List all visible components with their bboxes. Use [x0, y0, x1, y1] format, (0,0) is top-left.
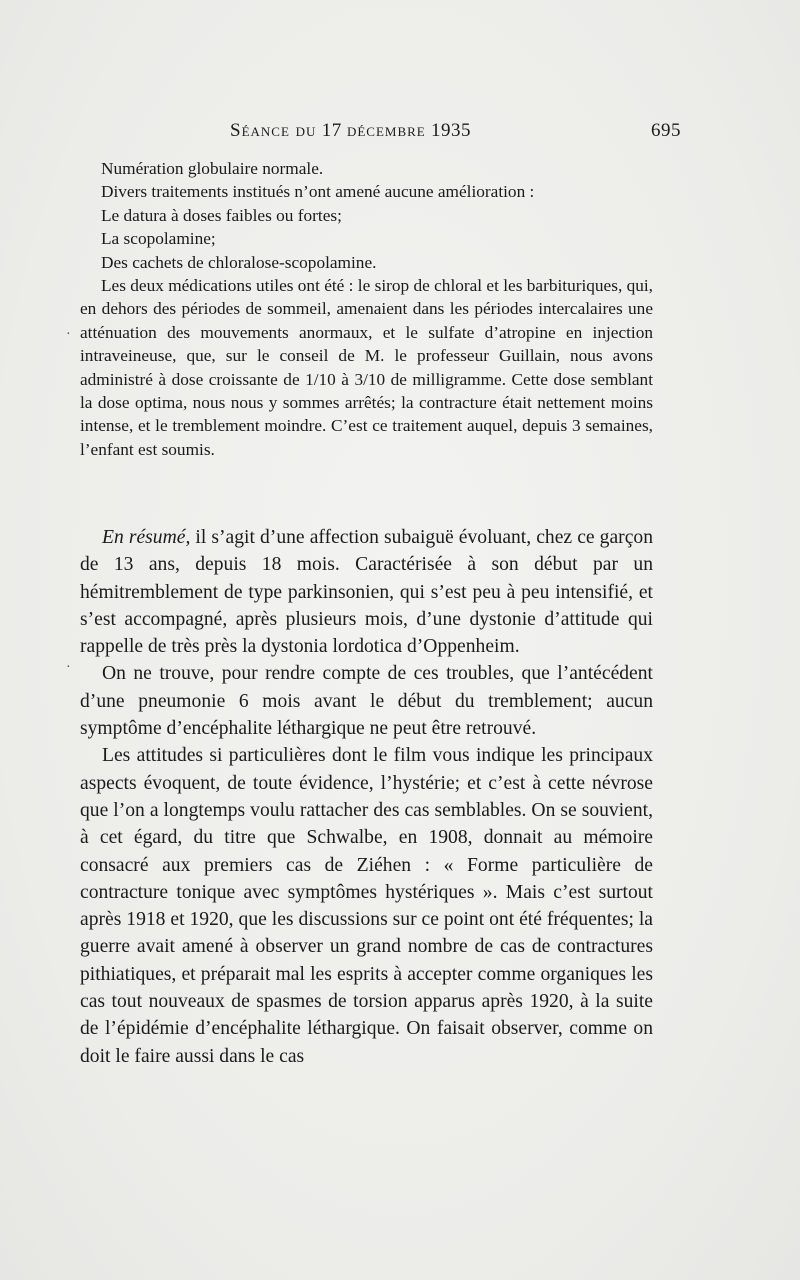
summary-paragraph	[80, 524, 653, 660]
useful-medications-paragraph: Les deux médications utiles ont été : le sirop de chloral et les barbituriques, qui, en dehors des périodes de sommeil, amenaient dans les périodes intercalaires une atténuation des mouvements anormaux, et le sulfate d’atropine en injection intraveineuse, que, sur le conseil de M. le professeur Guillain, nous avons administré à dose croissante de 1/10 à 3/10 de milligramme. Cette dose semblant la dose optima, nous nous y sommes arrêtés; la contracture était nettement moins intense, et le tremblement moindre. C’est ce traitement auquel, depuis 3 semaines, l’enfant est soumis.	[80, 276, 653, 459]
header-seance: Séance du	[230, 120, 317, 141]
treatments-intro-line: Divers traitements institués n’ont amené aucune amélioration :	[101, 182, 535, 202]
treatment-scopolamine-line: La scopolamine;	[101, 229, 216, 249]
main-text-block	[80, 524, 653, 1070]
antecedent-paragraph: On ne trouve, pour rendre compte de ces troubles, que l’antécédent d’une pneumonie 6 mois avant le début du tremblement; aucun symptôme d’encéphalite léthargique ne peut être retrouvé.	[80, 663, 653, 740]
page-number: 695	[651, 120, 681, 141]
header-month: décembre	[346, 120, 426, 141]
margin-mark: ·	[66, 660, 71, 675]
summary-text: il s’agit d’une affection subaiguë évoluant, chez ce garçon de 13 ans, depuis 18 mois. Caractérisée à son début par un hémitremblement de type parkinsonien, qui s’est peu à peu intensifié, et s’est accompagné, après plusieurs mois, d’une dystonie d’attitude qui rappelle de très près la dystonia lordotica d’Oppenheim.	[80, 527, 653, 658]
small-print-block	[80, 157, 653, 461]
blood-count-line: Numération globulaire normale.	[101, 159, 324, 178]
running-title	[230, 120, 471, 142]
header-day: 17	[321, 120, 342, 141]
treatment-datura-line: Le datura à doses faibles ou fortes;	[101, 205, 342, 225]
treatment-chloralose-line: Des cachets de chloralose-scopolamine.	[101, 252, 377, 272]
hysteria-discussion-paragraph: Les attitudes si particulières dont le film vous indique les principaux aspects évoquent, de toute évidence, l’hystérie; et c’est à cette névrose que l’on a longtemps voulu rattacher des cas semblables. On se souvient, à cet égard, du titre que Schwalbe, en 1908, donnait au mémoire consacré aux premiers cas de Ziéhen : « Forme particulière de contracture tonique avec symptômes hystériques ». Mais c’est surtout après 1918 et 1920, que les discussions sur ce point ont été fréquentes; la guerre avait amené à observer un grand nombre de cas de contractures pithiatiques, et préparait mal les esprits à accepter comme organiques les cas tout nouveaux de spasmes de torsion apparus après 1920, à la suite de l’épidémie d’encéphalite léthargique. On faisait observer, comme on doit le faire aussi dans le cas	[80, 745, 653, 1067]
header-year: 1935	[430, 120, 471, 141]
running-header	[80, 120, 681, 146]
margin-mark: ·	[66, 327, 71, 342]
summary-italic-lead: En résumé,	[102, 527, 191, 548]
